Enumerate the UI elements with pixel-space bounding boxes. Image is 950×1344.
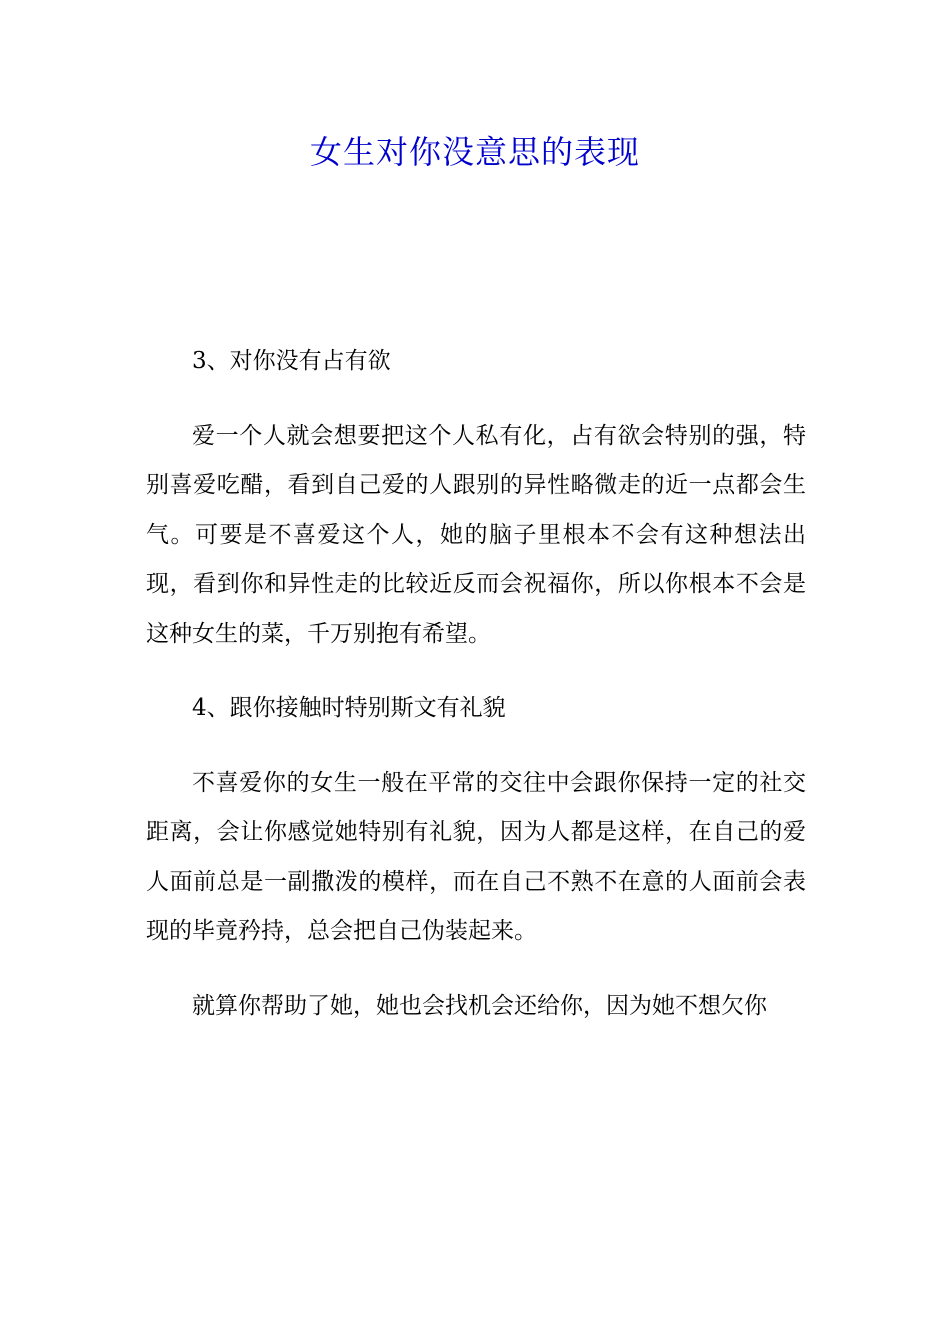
document-title: 女生对你没意思的表现 (309, 133, 640, 171)
paragraph: 爱一个人就会想要把这个人私有化，占有欲会特别的强，特别喜爱吃醋，看到自己爱的人跟别的异性略微走的近一点都会生气。可要是不喜爱这个人，她的脑子里根本不会有这种想法出现，看到你和异性走的比较近反而会祝福你，所以你根本不会是这种女生的菜，千万别抱有希望。 (146, 422, 806, 647)
section-heading: 4、跟你接触时特别斯文有礼貌 (192, 695, 506, 721)
paragraph: 不喜爱你的女生一般在平常的交往中会跟你保持一定的社交距离，会让你感觉她特别有礼貌，因为人都是这样，在自己的爱人面前总是一副撒泼的模样，而在自己不熟不在意的人面前会表现的毕竟矜持，总会把自己伪装起来。 (146, 769, 806, 944)
paragraph: 就算你帮助了她，她也会找机会还给你，因为她不想欠你 (192, 992, 767, 1019)
section-heading: 3、对你没有占有欲 (192, 348, 391, 374)
document-body (146, 337, 806, 1056)
